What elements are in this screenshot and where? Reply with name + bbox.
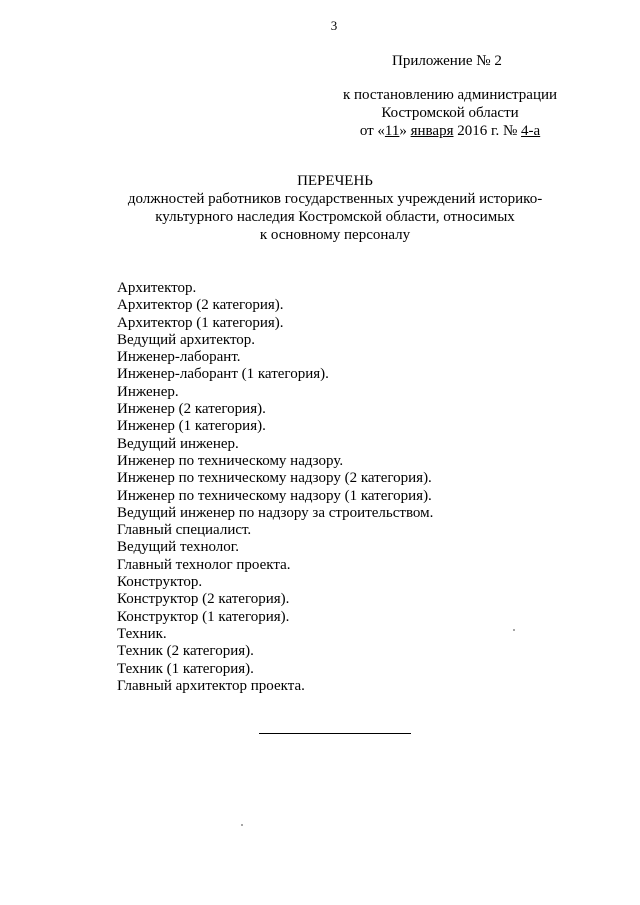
list-item: Инженер. bbox=[117, 383, 179, 400]
appendix-title: Приложение № 2 bbox=[392, 53, 502, 69]
approval-block bbox=[330, 86, 570, 140]
list-item: Техник (1 категория). bbox=[117, 660, 254, 677]
positions-list bbox=[117, 280, 433, 695]
date-month: января bbox=[410, 123, 454, 139]
heading-line-1: должностей работников государственных учреждений историко- bbox=[127, 191, 543, 207]
end-rule-divider bbox=[259, 733, 411, 734]
decree-number: 4-а bbox=[521, 123, 541, 139]
approval-line-2: Костромской области bbox=[381, 105, 519, 121]
scan-speck bbox=[513, 629, 515, 631]
list-item: Инженер по техническому надзору (2 категория). bbox=[117, 470, 432, 487]
list-item: Ведущий инженер. bbox=[117, 435, 239, 452]
list-item: Техник. bbox=[117, 625, 167, 642]
list-item: Конструктор (2 категория). bbox=[117, 591, 290, 608]
list-item: Архитектор. bbox=[117, 280, 197, 296]
list-item: Архитектор (2 категория). bbox=[117, 297, 284, 314]
heading-line-3: к основному персоналу bbox=[259, 227, 411, 243]
heading-title: ПЕРЕЧЕНЬ bbox=[297, 173, 373, 189]
list-item: Инженер (2 категория). bbox=[117, 401, 266, 418]
date-prefix: от « bbox=[359, 123, 385, 139]
list-item: Архитектор (1 категория). bbox=[117, 314, 284, 331]
heading-line-2: культурного наследия Костромской области, относимых bbox=[155, 209, 515, 225]
scan-speck bbox=[241, 824, 243, 826]
date-day: 11 bbox=[384, 123, 400, 139]
list-item: Главный технолог проекта. bbox=[117, 556, 291, 573]
list-item: Главный специалист. bbox=[117, 522, 252, 539]
list-item: Техник (2 категория). bbox=[117, 643, 254, 660]
page-number: 3 bbox=[330, 18, 338, 33]
list-item: Ведущий технолог. bbox=[117, 539, 239, 556]
date-year: 2016 г. № bbox=[453, 123, 522, 139]
list-item: Конструктор (1 категория). bbox=[117, 608, 290, 625]
approval-line-1: к постановлению администрации bbox=[342, 87, 558, 103]
list-item: Инженер-лаборант. bbox=[117, 349, 241, 366]
document-heading bbox=[80, 172, 590, 244]
list-item: Ведущий инженер по надзору за строительством. bbox=[117, 504, 434, 521]
list-item: Конструктор. bbox=[117, 574, 203, 591]
approval-date-line bbox=[330, 122, 570, 140]
list-item: Главный архитектор проекта. bbox=[117, 677, 305, 694]
date-day-close: » bbox=[399, 123, 411, 139]
list-item: Инженер по техническому надзору (1 категория). bbox=[117, 487, 432, 504]
list-item: Инженер по техническому надзору. bbox=[117, 452, 344, 469]
list-item: Инженер-лаборант (1 категория). bbox=[117, 366, 329, 383]
list-item: Инженер (1 категория). bbox=[117, 418, 266, 435]
list-item: Ведущий архитектор. bbox=[117, 331, 256, 348]
